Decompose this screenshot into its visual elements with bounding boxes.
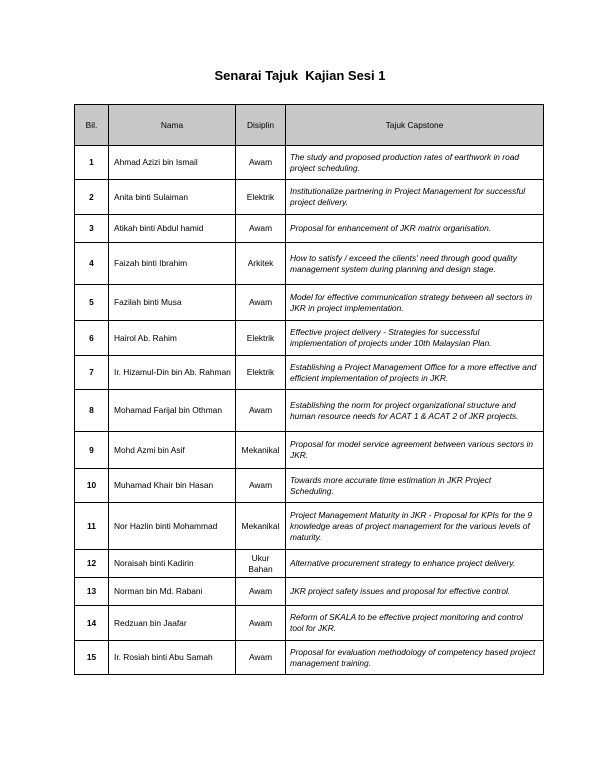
cell-disiplin: Arkitek: [236, 243, 286, 285]
table-row: [75, 215, 544, 243]
cell-tajuk: Institutionalize partnering in Project Management for successful project delivery.: [286, 180, 544, 215]
cell-tajuk: Proposal for evaluation methodology of competency based project management training.: [286, 641, 544, 675]
table-header-row: [75, 105, 544, 146]
cell-bil: 14: [75, 606, 109, 641]
cell-bil: 10: [75, 469, 109, 503]
table-row: [75, 243, 544, 285]
cell-bil: 8: [75, 390, 109, 432]
cell-nama: Fazilah binti Musa: [109, 285, 236, 321]
capstone-table: [74, 104, 544, 675]
cell-disiplin: Awam: [236, 146, 286, 180]
header-tajuk: Tajuk Capstone: [286, 105, 544, 146]
cell-bil: 5: [75, 285, 109, 321]
table-row: [75, 641, 544, 675]
cell-tajuk: How to satisfy / exceed the clients' need through good quality management system during planning and design stage.: [286, 243, 544, 285]
cell-bil: 7: [75, 356, 109, 390]
cell-nama: Ahmad Azizi bin Ismail: [109, 146, 236, 180]
cell-nama: Atikah binti Abdul hamid: [109, 215, 236, 243]
cell-disiplin: Awam: [236, 578, 286, 606]
cell-tajuk: Reform of SKALA to be effective project monitoring and control tool for JKR.: [286, 606, 544, 641]
cell-disiplin: Awam: [236, 390, 286, 432]
cell-tajuk: Establishing a Project Management Office for a more effective and efficient implementation of projects in JKR.: [286, 356, 544, 390]
cell-bil: 12: [75, 550, 109, 578]
table-row: [75, 550, 544, 578]
cell-bil: 4: [75, 243, 109, 285]
header-bil: Bil.: [75, 105, 109, 146]
cell-tajuk: Effective project delivery - Strategies for successful implementation of projects under 10th Malaysian Plan.: [286, 321, 544, 356]
table-row: [75, 578, 544, 606]
table-row: [75, 321, 544, 356]
cell-bil: 1: [75, 146, 109, 180]
cell-bil: 6: [75, 321, 109, 356]
table-row: [75, 180, 544, 215]
cell-nama: Faizah binti Ibrahim: [109, 243, 236, 285]
cell-disiplin: Awam: [236, 606, 286, 641]
cell-tajuk: JKR project safety issues and proposal for effective control.: [286, 578, 544, 606]
cell-disiplin: Mekanikal: [236, 432, 286, 469]
cell-tajuk: The study and proposed production rates of earthwork in road project scheduling.: [286, 146, 544, 180]
cell-tajuk: Model for effective communication strategy between all sectors in JKR in project implementation.: [286, 285, 544, 321]
cell-disiplin: Awam: [236, 469, 286, 503]
cell-tajuk: Proposal for enhancement of JKR matrix organisation.: [286, 215, 544, 243]
cell-bil: 11: [75, 503, 109, 550]
cell-disiplin: Elektrik: [236, 321, 286, 356]
cell-nama: Ir. Rosiah binti Abu Samah: [109, 641, 236, 675]
table-row: [75, 146, 544, 180]
page-title: Senarai Tajuk Kajian Sesi 1: [214, 68, 386, 83]
cell-nama: Muhamad Khair bin Hasan: [109, 469, 236, 503]
header-disiplin: Disiplin: [236, 105, 286, 146]
cell-nama: Nor Hazlin binti Mohammad: [109, 503, 236, 550]
cell-nama: Hairol Ab. Rahim: [109, 321, 236, 356]
cell-tajuk: Proposal for model service agreement between various sectors in JKR.: [286, 432, 544, 469]
table-row: [75, 469, 544, 503]
cell-disiplin: Awam: [236, 641, 286, 675]
cell-bil: 13: [75, 578, 109, 606]
cell-disiplin: Mekanikal: [236, 503, 286, 550]
header-nama: Nama: [109, 105, 236, 146]
cell-nama: Redzuan bin Jaafar: [109, 606, 236, 641]
table-row: [75, 432, 544, 469]
cell-tajuk: Establishing the norm for project organizational structure and human resource needs for ACAT 1 & ACAT 2 of JKR projects.: [286, 390, 544, 432]
cell-nama: Noraisah binti Kadirin: [109, 550, 236, 578]
table-row: [75, 285, 544, 321]
cell-bil: 3: [75, 215, 109, 243]
cell-nama: Norman bin Md. Rabani: [109, 578, 236, 606]
cell-disiplin: Elektrik: [236, 180, 286, 215]
cell-bil: 15: [75, 641, 109, 675]
cell-disiplin: Awam: [236, 285, 286, 321]
cell-nama: Ir. Hizamul-Din bin Ab. Rahman: [109, 356, 236, 390]
cell-disiplin: Elektrik: [236, 356, 286, 390]
cell-bil: 9: [75, 432, 109, 469]
table-row: [75, 503, 544, 550]
cell-tajuk: Project Management Maturity in JKR - Proposal for KPIs for the 9 knowledge areas of project management for the various levels of maturity.: [286, 503, 544, 550]
cell-disiplin: Awam: [236, 215, 286, 243]
cell-nama: Anita binti Sulaiman: [109, 180, 236, 215]
table-row: [75, 606, 544, 641]
cell-bil: 2: [75, 180, 109, 215]
table-row: [75, 356, 544, 390]
cell-tajuk: Towards more accurate time estimation in JKR Project Scheduling.: [286, 469, 544, 503]
cell-nama: Mohd Azmi bin Asif: [109, 432, 236, 469]
cell-tajuk: Alternative procurement strategy to enhance project delivery.: [286, 550, 544, 578]
table-row: [75, 390, 544, 432]
cell-nama: Mohamad Farijal bin Othman: [109, 390, 236, 432]
cell-disiplin: Ukur Bahan: [236, 550, 286, 578]
